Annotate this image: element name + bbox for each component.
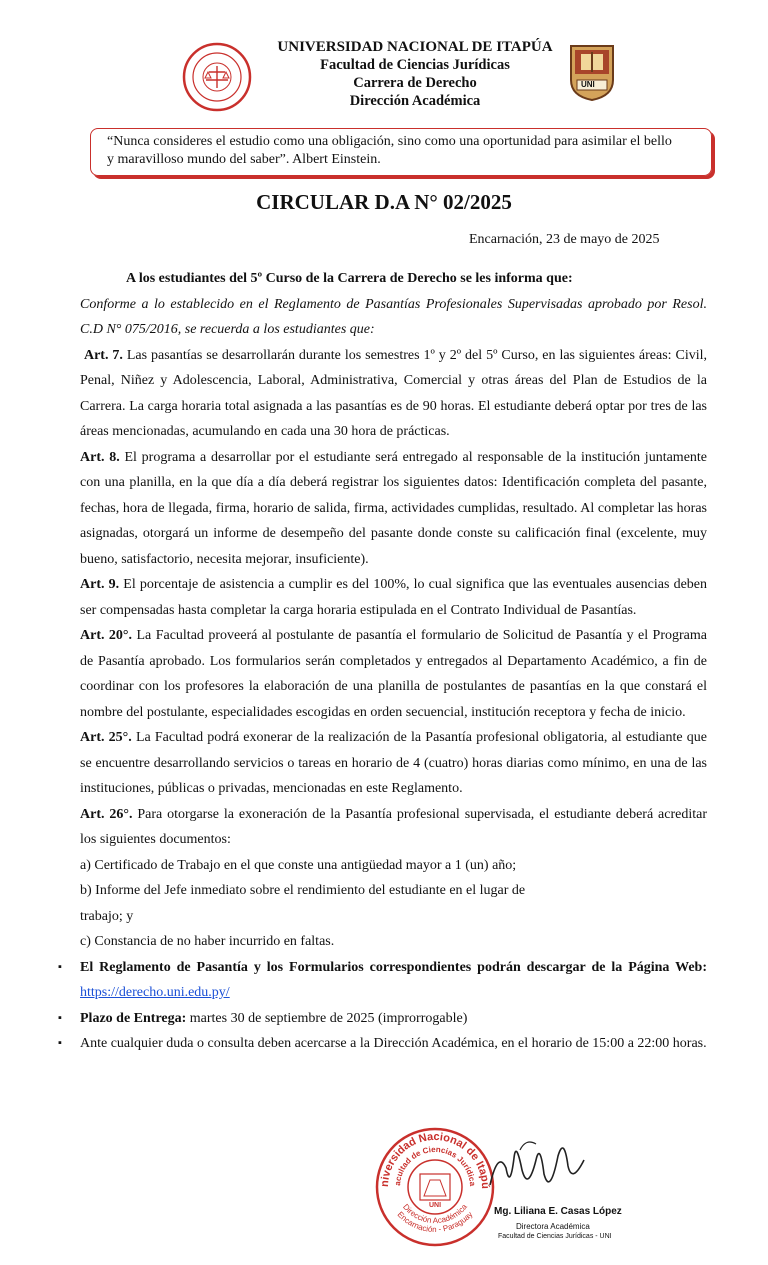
- article-8: [80, 445, 707, 573]
- university-logo: [567, 40, 617, 102]
- article-text: La Facultad proveerá al postulante de pasantía el formulario de Solicitud de Pasantía y el Programa de Pasantía aprobado. Los formularios serán completados y entregados al Departamento Académico, a fin de coordinar con los profesores la elaboración de una planilla de postulantes de pasantías en la que constará el nombre del postulante, especialidades escogidas en orden secuencial, institución receptora y fecha de inicio.: [80, 628, 707, 720]
- date-line: Encarnación, 23 de mayo de 2025: [469, 232, 660, 247]
- circular-title: CIRCULAR D.A N° 02/2025: [256, 190, 512, 214]
- quote-box: [90, 128, 712, 176]
- article-label: Art. 7.: [83, 347, 123, 363]
- bullet-reglamento: [80, 955, 707, 1006]
- article-label: Art. 25°.: [80, 730, 132, 745]
- article-text: Las pasantías se desarrollarán durante los semestres 1º y 2º del 5º Curso, en las siguientes áreas: Civil, Penal, Niñez y Adolescencia, Laboral, Administrativa, Comercial y otras áreas del Plan de Estudios de la Carrera. La carga horaria total asignada a las pasantías es de 90 horas. El estudiante deberá optar por tres de las áreas mencionadas, acumulando en cada una 30 hora de prácticas.: [80, 347, 707, 439]
- seal-inner-text: acultad de Ciencias Jurídica: [392, 1144, 478, 1187]
- article-label: Art. 8.: [80, 449, 120, 465]
- seal-city-text: Encarnación - Paraguay: [395, 1209, 475, 1235]
- article-label: Art. 20°.: [80, 628, 133, 643]
- article-text: El programa a desarrollar por el estudiante será entregado al responsable de la institución juntamente con una planilla, en la que día a día deberá registrar los siguientes datos: Identificación completa del pasante, fechas, hora de llegada, firma, horario de salida, firma, actividades cumplidas, resultado. Al completar las horas asignadas, otorgará un informe de desempeño del pasante donde conste su calificación final (excelente, muy bueno, satisfactorio, necesita mejorar, insuficiente).: [80, 449, 708, 567]
- university-name: UNIVERSIDAD NACIONAL DE ITAPÚA: [277, 39, 553, 55]
- article-label: Art. 26°.: [80, 806, 133, 822]
- article-20: [80, 623, 707, 725]
- quote-line-2: y maravilloso mundo del saber”. Albert Einstein.: [107, 152, 381, 167]
- bullet-consulta: ▪ Ante cualquier duda o consulta deben acercarse a la Dirección Académica, en el horario de 15:00 a 22:00 horas.: [80, 1031, 707, 1057]
- letterhead: [240, 38, 590, 110]
- quote-line-1: “Nunca consideres el estudio como una obligación, sino como una oportunidad para asimilar el bello: [107, 134, 672, 149]
- signatory-faculty: Facultad de Ciencias Jurídicas - UNI: [498, 1233, 612, 1240]
- requirement-b-line-1: b) Informe del Jefe inmediato sobre el rendimiento del estudiante en el lugar de: [80, 883, 526, 898]
- requirement-a: a) Certificado de Trabajo en el que conste una antigüedad mayor a 1 (un) año;: [80, 857, 517, 873]
- handwritten-signature: [480, 1130, 590, 1200]
- signatory-name: Mg. Liliana E. Casas López: [494, 1206, 622, 1217]
- seal-outer-text: niversidad Nacional de Itapú: [378, 1130, 492, 1190]
- article-text: La Facultad podrá exonerar de la realización de la Pasantía profesional obligatoria, al estudiante que se encuentre desarrollando servicios o tareas en horario de 4 (cuatro) horas diarias como mínimo, en una de las instituciones, públicas o privadas, mencionadas en este Reglamento.: [80, 730, 707, 796]
- official-seal: [374, 1126, 496, 1248]
- seal-bottom-text: Dirección Académica: [401, 1202, 469, 1226]
- article-25: [80, 725, 707, 802]
- article-26: [80, 802, 707, 853]
- plazo-value: martes 30 de septiembre de 2025 (improrrogable): [189, 1010, 468, 1026]
- signatory-role: Directora Académica: [516, 1222, 590, 1231]
- faculty-name: Facultad de Ciencias Jurídicas: [320, 57, 510, 73]
- article-text: Para otorgarse la exoneración de la Pasantía profesional supervisada, el estudiante deberá acreditar los siguientes documentos:: [80, 806, 708, 847]
- bullet-plazo: [80, 1006, 707, 1032]
- requirement-b-line-2: trabajo; y: [80, 908, 134, 924]
- regulation-note: Conforme a lo establecido en el Reglamento de Pasantías Profesionales Supervisadas aprobado por Resol. C.D N° 075/2016, se recuerda a los estudiantes que:: [80, 296, 707, 337]
- article-7: [80, 343, 707, 445]
- article-text: El porcentaje de asistencia a cumplir es del 100%, lo cual significa que las eventuales ausencias deben ser compensadas hasta completar la carga horaria estipulada en el Contrato Individual de Pasantías.: [80, 577, 707, 618]
- seal-center-text: UNI: [428, 1202, 442, 1209]
- direction-name: Dirección Académica: [349, 93, 481, 109]
- logo-text: UNI: [581, 80, 595, 89]
- intro-paragraph: A los estudiantes del 5º Curso de la Carrera de Derecho se les informa que:: [126, 271, 573, 286]
- document-body: [80, 266, 707, 1057]
- article-9: [80, 572, 707, 623]
- article-label: Art. 9.: [80, 577, 120, 592]
- career-name: Carrera de Derecho: [353, 75, 477, 91]
- web-link[interactable]: https://derecho.uni.edu.py/: [80, 985, 230, 1000]
- reglamento-text: El Reglamento de Pasantía y los Formularios correspondientes podrán descargar de la Página Web:: [80, 959, 707, 975]
- requirement-c: c) Constancia de no haber incurrido en faltas.: [80, 934, 335, 949]
- plazo-label: Plazo de Entrega:: [80, 1010, 187, 1026]
